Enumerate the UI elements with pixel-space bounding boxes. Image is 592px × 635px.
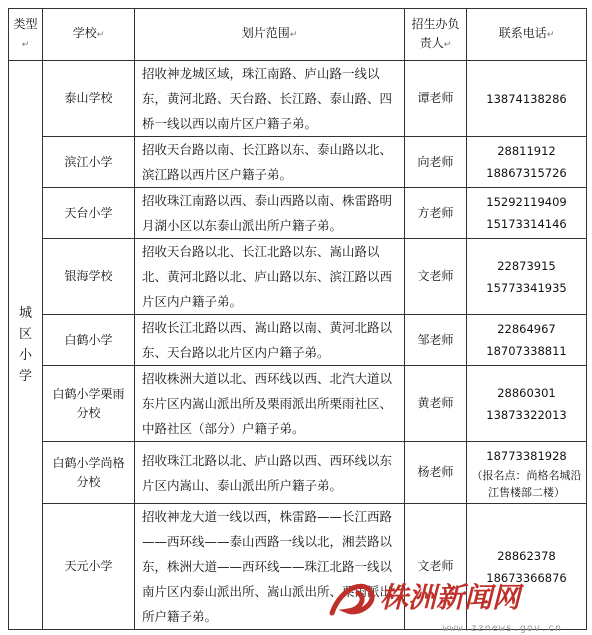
school-cell	[43, 366, 135, 442]
contact-name: 黄老师	[417, 396, 454, 410]
range-text: 招收珠江南路以西、泰山西路以南、株雷路明月湖小区以东泰山派出所户籍子弟。	[142, 193, 393, 233]
header-phone: 联系电话↵	[467, 9, 587, 61]
phone-number: 28860301	[497, 385, 556, 400]
range-cell	[135, 239, 405, 315]
school-name: 泰山学校	[64, 91, 113, 105]
phone-number: 28811912	[497, 144, 556, 158]
header-school: 学校↵	[43, 9, 135, 61]
range-cell	[135, 137, 405, 188]
school-name: 天元小学	[64, 559, 113, 573]
phone-number: 18773381928	[486, 448, 567, 463]
school-cell	[43, 188, 135, 239]
contact-name: 邹老师	[417, 332, 454, 347]
phone-cell	[467, 315, 587, 366]
contact-name: 文老师	[417, 269, 454, 283]
table-row	[9, 137, 587, 188]
contact-name: 杨老师	[417, 465, 454, 479]
header-type: 类型↵	[9, 9, 43, 61]
range-text: 招收株洲大道以北、西环线以西、北汽大道以东片区内嵩山派出所及栗雨派出所栗雨社区、中路社区（部分）户籍子弟。	[142, 371, 393, 436]
phone-number: 18707338811	[486, 344, 567, 358]
phone-cell	[467, 61, 587, 137]
school-cell	[43, 504, 135, 630]
range-cell	[135, 188, 405, 239]
contact-name: 向老师	[417, 154, 454, 169]
phone-number: 15292119409	[486, 195, 567, 209]
range-cell	[135, 61, 405, 137]
header-row	[9, 9, 587, 61]
range-cell	[135, 442, 405, 504]
range-text: 招收天台路以北、长江北路以东、嵩山路以北、黄河北路以北、庐山路以东、滨江路以西片区内户籍子弟。	[142, 244, 393, 309]
table-row	[9, 239, 587, 315]
phone-number: 22873915	[497, 258, 556, 273]
header-contact: 招生办负责人↵	[405, 9, 467, 61]
brush-swirl-icon	[332, 586, 372, 613]
phone-cell	[467, 442, 587, 504]
school-name: 银海学校	[64, 269, 113, 283]
school-cell	[43, 239, 135, 315]
watermark-logo	[328, 575, 586, 621]
table-row	[9, 315, 587, 366]
table-row	[9, 366, 587, 442]
table-row	[9, 61, 587, 137]
phone-number: 15773341935	[486, 280, 567, 295]
contact-cell	[405, 239, 467, 315]
school-cell	[43, 137, 135, 188]
school-name: 白鹤小学尚格分校	[52, 455, 125, 489]
enrollment-table	[8, 8, 587, 630]
contact-name: 文老师	[417, 559, 454, 573]
header-range: 划片范围↵	[135, 9, 405, 61]
contact-cell	[405, 137, 467, 188]
table-row	[9, 188, 587, 239]
range-text: 招收神龙大道一线以西，株雷路——长江西路——西环线——泰山西路一线以北，湘芸路以东，株洲大道——西环线——珠江北路一线以南片区内泰山派出所、嵩山派出所、栗雨派出所户籍子弟。	[142, 509, 393, 624]
school-cell	[43, 442, 135, 504]
school-name: 白鹤小学栗雨分校	[52, 386, 125, 420]
school-name: 滨江小学	[64, 154, 113, 169]
phone-cell	[467, 239, 587, 315]
contact-name: 谭老师	[417, 91, 454, 105]
table-row	[9, 442, 587, 504]
phone-number: 13874138286	[486, 91, 567, 106]
phone-number: 18867315726	[486, 166, 567, 180]
watermark-name: 株洲新闻网	[380, 581, 521, 614]
type-label: 城区小学	[18, 306, 32, 384]
school-name: 天台小学	[64, 205, 113, 220]
range-text: 招收长江北路以西、嵩山路以南、黄河北路以东、天台路以北片区内户籍子弟。	[142, 320, 393, 360]
contact-name: 方老师	[417, 205, 454, 220]
phone-note: （报名点：尚格名城沿江售楼部二楼）	[471, 468, 582, 499]
school-name: 白鹤小学	[64, 332, 113, 347]
phone-number: 22864967	[497, 322, 556, 336]
contact-cell	[405, 315, 467, 366]
contact-cell	[405, 61, 467, 137]
phone-cell	[467, 137, 587, 188]
range-cell	[135, 315, 405, 366]
range-text: 招收珠江北路以北、庐山路以西、西环线以东片区内嵩山、泰山派出所户籍子弟。	[142, 452, 393, 493]
phone-number: 28862378	[497, 548, 556, 563]
phone-number: 15173314146	[486, 217, 567, 231]
contact-cell	[405, 366, 467, 442]
phone-number: 13873322013	[486, 407, 567, 422]
type-cell	[9, 61, 43, 630]
range-text: 招收天台路以南、长江路以东、泰山路以北、滨江路以西片区户籍子弟。	[142, 142, 393, 182]
watermark-url: www.zznews.gov.cn	[442, 623, 562, 634]
contact-cell	[405, 188, 467, 239]
phone-cell	[467, 366, 587, 442]
phone-cell	[467, 188, 587, 239]
school-cell	[43, 315, 135, 366]
range-cell	[135, 366, 405, 442]
school-cell	[43, 61, 135, 137]
range-text: 招收神龙城区域，珠江南路、庐山路一线以东，黄河北路、天台路、长江路、泰山路、四桥一线以西以南片区户籍子弟。	[142, 66, 393, 131]
contact-cell	[405, 442, 467, 504]
phone-number: 18673366876	[486, 570, 567, 585]
